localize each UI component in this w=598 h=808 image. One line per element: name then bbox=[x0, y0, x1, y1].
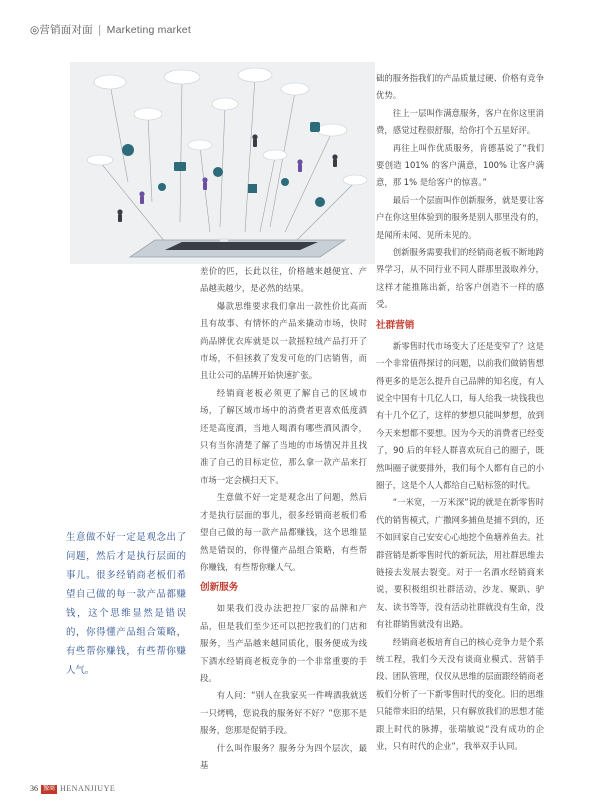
paragraph: 什么叫作服务？服务分为四个层次，最基 bbox=[200, 742, 367, 770]
paragraph: 往上一层叫作满意服务，客户在你这里消费，感觉过程很舒服，给你打个五星好评。 bbox=[376, 107, 544, 136]
paragraph: 创新服务需要我们的经销商老板不断地跨界学习，从不同行业不同人群那里汲取养分，这样才能推陈出新，给客户创造不一样的感受。 bbox=[376, 247, 544, 310]
middle-column bbox=[200, 263, 367, 774]
paragraph: 础的服务指我们的产品质量过硬、价格有竞争优势。 bbox=[376, 73, 544, 101]
page-footer bbox=[30, 784, 115, 794]
right-column bbox=[376, 70, 544, 755]
paragraph: 经销商老板培育自己的核心竞争力是个系统工程，我们今天没有谈商业模式、营销手段、团队管理，仅仅从思维的层面跟经销商老板们分析了一下新零售时代的变化。旧的思维只能带来旧的结果，只有解放我们的思想才能跟上时代的脉搏，张瑞敏说“没有成功的企业，只有时代的企业”，我举双手认同。 bbox=[376, 636, 544, 752]
header-divider: | bbox=[97, 24, 102, 36]
paragraph: 新零售时代市场变大了还是变窄了？这是一个非常值得探讨的问题，以前我们做销售想得更多的是怎么提升自己品牌的知名度，有人说全中国有十几亿人口，每人给我一块钱我也有十几个亿了，这样的梦想只能叫梦想，放到今天来想都不要想。因为今天的消费者已经变了，90 后的年轻人群喜欢玩自己的圈子，既然叫圈子就要排外，我们每个人都有自己的小圈子，这是个人人都给自己贴标签的时代。 bbox=[376, 340, 544, 490]
paragraph: 有人问：“别人在我家买一件啤酒我就送一只烤鸭，您说我的服务好不好？”您那不是服务，您那是促销手段。 bbox=[200, 690, 367, 736]
paragraph: 经销商老板必须更了解自己的区域市场，了解区域市场中的消费者更喜欢低度酒还是高度酒，当地人喝酒有哪些酒风酒令，只有当你清楚了解了当地的市场情况并且找准了自己的目标定位，那么拿一款产品来打市场一定会横扫天下。 bbox=[200, 387, 367, 485]
header-section-en: Marketing market bbox=[106, 24, 191, 36]
page-number: 36 bbox=[30, 784, 38, 793]
section-heading-community: 社群营销 bbox=[376, 319, 415, 331]
circle-mark-icon: ◎ bbox=[30, 24, 40, 36]
magazine-badge: 豫商 bbox=[43, 785, 56, 792]
paragraph: 差价的匹，长此以往，价格越来越便宜、产品越卖越少，是必然的结果。 bbox=[200, 266, 367, 294]
running-header bbox=[30, 22, 191, 37]
cloud-network-illustration bbox=[70, 62, 375, 264]
paragraph: 爆款思维要求我们拿出一款性价比高而且有故事、有情怀的产品来撬动市场，快时尚品牌优衣库就是以一款摇粒绒产品打开了市场，不但拯救了发发可危的门店销售，而且让公司的品牌开始快速扩张。 bbox=[200, 300, 367, 381]
pull-quote: 生意做不好一定是观念出了问题，然后才是执行层面的事儿。很多经销商老板们希望自己做的每一款产品都赚钱，这个思维显然是错误的，你得懂产品组合策略，有些帮你赚钱，有些帮你赚人气。 bbox=[66, 532, 186, 676]
paragraph: 再往上叫作优质服务，肯德基说了“我们要创造 101% 的客户满意，100% 让客户满意，那 1% 是给客户的惊喜。” bbox=[376, 142, 544, 188]
paragraph: “一米宽，一万米深”说的就是在新零售时代的销售模式，广撒网多捕鱼是捕不到的，还不如回家自己安安心心地挖个鱼塘养鱼去。社群营销是新零售时代的新玩法，用社群思维去链接去发展去裂变。对于一名酒水经销商来说，要积极组织社群活动，沙龙、聚趴、驴友、读书等等，没有活动社群就没有生命，没有社群销售就没有出路。 bbox=[376, 497, 544, 630]
magazine-name: HENANJIUYE bbox=[60, 784, 116, 793]
paragraph: 生意做不好一定是观念出了问题，然后才是执行层面的事儿，很多经销商老板们希望自己做的每一款产品都赚钱，这个思维显然是错误的，你得懂产品组合策略，有些帮你赚钱，有些帮你赚人气。 bbox=[200, 492, 367, 572]
header-section-cn: 营销面对面 bbox=[39, 24, 93, 36]
section-heading-innovation: 创新服务 bbox=[200, 582, 239, 594]
paragraph: 如果我们没办法把控厂家的品牌和产品，但是我们至少还可以把控我们的门店和服务，当产品越来越同质化，服务便成为线下酒水经销商老板竞争的一个非常重要的手段。 bbox=[200, 603, 367, 683]
paragraph: 最后一个层面叫作创新服务，就是要让客户在你这里体验到的服务是别人那里没有的，是闻所未闻、见所未见的。 bbox=[376, 194, 544, 240]
